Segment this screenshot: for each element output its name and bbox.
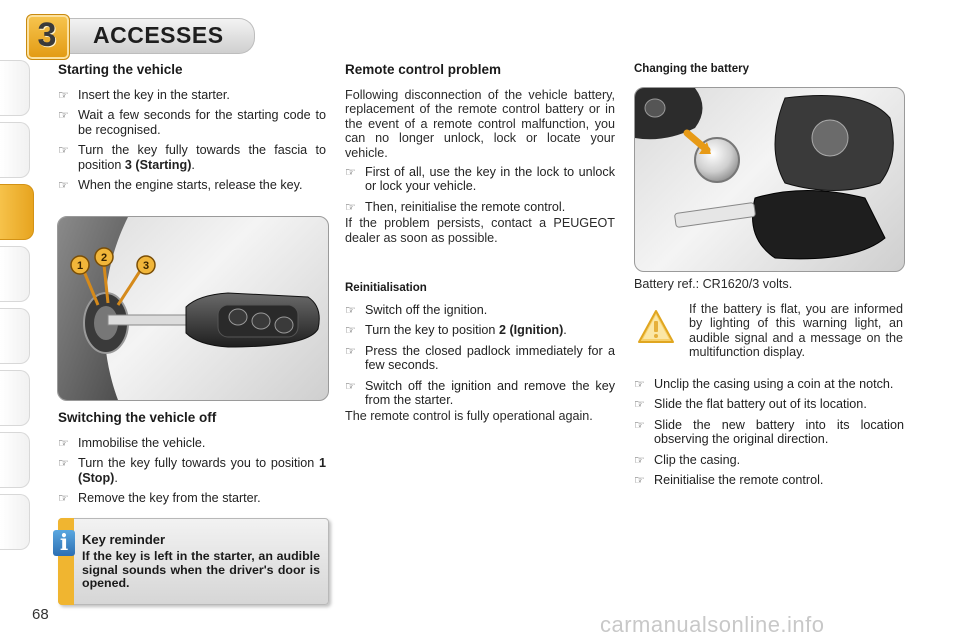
battery-reference: Battery ref.: CR1620/3 volts.: [634, 277, 793, 291]
remote-section: [345, 62, 615, 245]
battery-step: ☞ Slide the flat battery out of its location.: [634, 397, 867, 412]
battery-step: ☞ Unclip the casing using a coin at the notch.: [634, 377, 894, 391]
page-title: ACCESSES: [93, 22, 224, 48]
side-tab-1[interactable]: [0, 60, 30, 116]
switching-section: [58, 410, 326, 512]
remote-step: ☞ First of all, use the key in the lock to unlock or lock your vehicle.: [345, 165, 615, 194]
starting-step: ☞ Insert the key in the starter.: [58, 88, 230, 102]
ignition-key-image: [57, 216, 329, 401]
switching-step: ☞ Turn the key fully towards you to position 1 (Stop).: [58, 456, 326, 485]
key-reminder-text: If the key is left in the starter, an audible signal sounds when the driver's door is opened.: [82, 549, 320, 591]
position-label-3: 3: [142, 260, 150, 272]
side-tab-2[interactable]: [0, 122, 30, 178]
reinit-step: ☞ Press the closed padlock immediately for a few seconds.: [345, 343, 615, 373]
battery-warning-text: If the battery is flat, you are informed by lighting of this warning light, an audible signal and a message on the multifunction display.: [689, 302, 903, 360]
side-tab-8[interactable]: [0, 494, 30, 550]
battery-step: ☞ Reinitialise the remote control.: [634, 473, 824, 488]
reinit-outro: The remote control is fully operational again.: [345, 409, 593, 424]
switching-step: ☞ Immobilise the vehicle.: [58, 436, 206, 450]
side-tab-6[interactable]: [0, 370, 30, 426]
remote-intro: Following disconnection of the vehicle battery, replacement of the remote control battery or in the event of a remote control malfunction, you can no longer unlock, lock or locate your vehicle.: [345, 88, 615, 160]
position-label-1: 1: [76, 260, 84, 272]
warning-triangle-icon: [637, 309, 675, 345]
battery-change-image: [634, 87, 905, 272]
side-tab-4[interactable]: [0, 246, 30, 302]
battery-steps: [634, 377, 904, 493]
reinit-step: ☞ Switch off the ignition and remove the key from the starter.: [345, 378, 615, 408]
chapter-number: 3: [37, 16, 57, 54]
starting-step: ☞ When the engine starts, release the key.: [58, 178, 303, 193]
battery-title: Changing the battery: [634, 63, 750, 75]
side-tab-5[interactable]: [0, 308, 30, 364]
starting-title: Starting the vehicle: [58, 62, 183, 77]
battery-step: ☞ Clip the casing.: [634, 452, 741, 467]
watermark: carmanualsonline.info: [600, 612, 825, 637]
remote-step: ☞ Then, reinitialise the remote control.: [345, 199, 566, 214]
reinit-step: ☞ Switch off the ignition.: [345, 303, 488, 317]
remote-title: Remote control problem: [345, 62, 502, 77]
side-tab-3-active[interactable]: [0, 184, 34, 240]
position-label-2: 2: [100, 252, 108, 264]
reinit-title: Reinitialisation: [345, 282, 427, 294]
battery-step: ☞ Slide the new battery into its location observing the original direction.: [634, 417, 904, 447]
key-reminder-title: Key reminder: [82, 532, 166, 547]
battery-change-illustration: [635, 88, 904, 271]
reinit-section: [345, 282, 615, 424]
starting-section: [58, 62, 326, 198]
starting-step: ☞ Turn the key fully towards the fascia to position 3 (Starting).: [58, 143, 326, 172]
ignition-key-illustration: [58, 217, 328, 400]
switching-step: ☞ Remove the key from the starter.: [58, 491, 261, 506]
remote-outro: If the problem persists, contact a PEUGEOT dealer as soon as possible.: [345, 216, 615, 245]
starting-step: ☞ Wait a few seconds for the starting code to be recognised.: [58, 108, 326, 137]
info-icon: i: [53, 530, 75, 556]
page-number: 68: [32, 606, 49, 623]
reinit-step: ☞ Turn the key to position 2 (Ignition).: [345, 323, 567, 338]
switching-title: Switching the vehicle off: [58, 410, 217, 425]
side-tab-7[interactable]: [0, 432, 30, 488]
